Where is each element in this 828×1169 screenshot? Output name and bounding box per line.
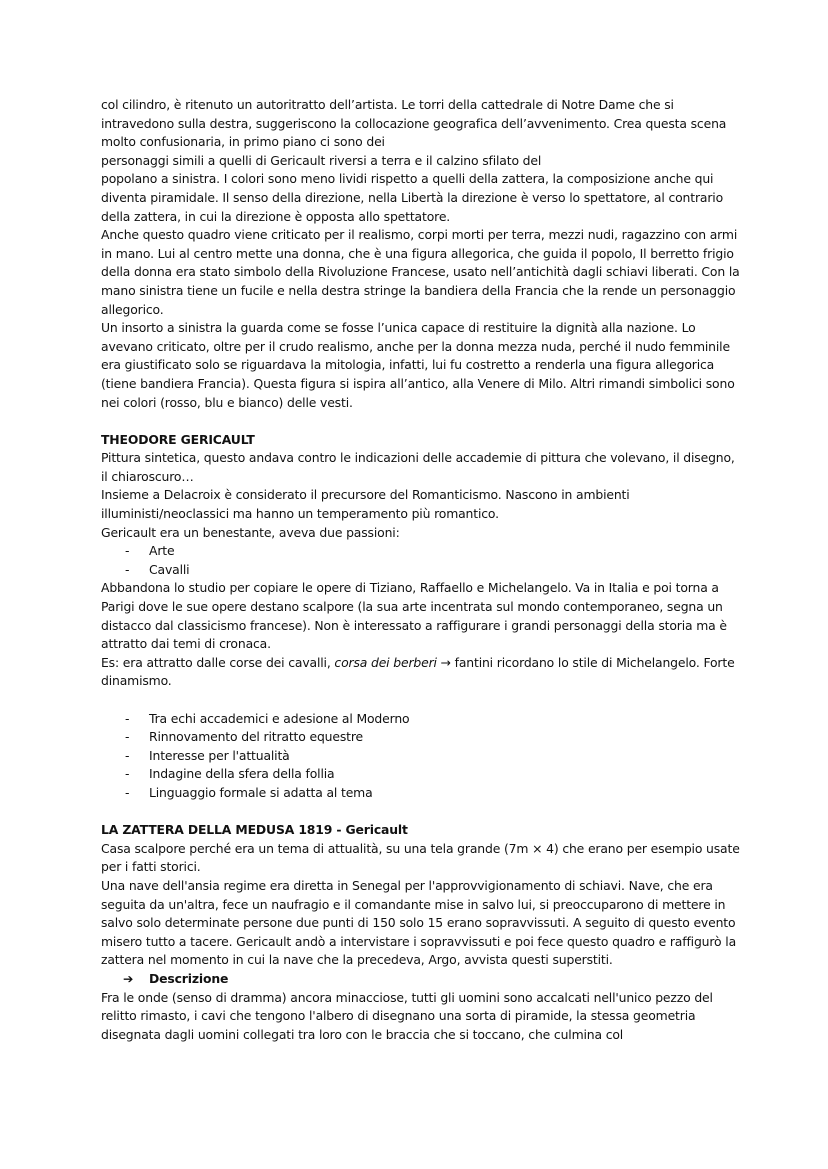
paragraph: Casa scalpore perché era un tema di attualità, su una tela grande (7m × 4) che erano per esempio usate per i fatti storici. (101, 840, 740, 875)
list-item: - Rinnovamento del ritratto equestre (101, 728, 741, 747)
example-text: → fantini ricordano lo stile di Michelangelo. Forte dinamismo. (101, 654, 735, 689)
arrow-icon: ➔ (123, 970, 134, 986)
paragraph: Anche questo quadro viene criticato per il realismo, corpi morti per terra, mezzi nudi, ragazzino con armi in mano. Lui al centro mette una donna, che è una figura allegorica, che guida il popolo, Il berretto frigio della donna era stato simbolo della Rivoluzione Francese, usato nell’antichità dagli schiavi liberati. Con la mano sinistra tiene un fucile e nella destra stringe la bandiera della Francia che la rende un personaggio allegorico. (101, 227, 740, 317)
example-text: Es: era attratto dalle corse dei cavalli, (101, 654, 335, 670)
paragraph: Pittura sintetica, questo andava contro le indicazioni delle accademie di pittura che volevano, il disegno, il chiaroscuro… (101, 450, 735, 484)
paragraph: Abbandona lo studio per copiare le opere di Tiziano, Raffaello e Michelangelo. Va in Italia e poi torna a Parigi dove le sue opere destano scalpore (la sua arte incentrata sul mondo contemporaneo, segna un distacco dal classicismo francese). Non è interessato a raffigurare i grandi personaggi della storia ma è attratto dai temi di cronaca. (101, 580, 727, 652)
list-item: - Indagine della sfera della follia (101, 765, 741, 784)
paragraph: Un insorto a sinistra la guarda come se fosse l’unica capace di restituire la dignità alla nazione. Lo avevano criticato, oltre per il crudo realismo, anche per la donna mezza nuda, perché il nudo femminile era giustificato solo se riguardava la mitologia, infatti, lui fu costretto a renderla una figura allegorica (tiene bandiera Francia). Questa figura si ispira all’antico, alla Venere di Milo. Altri rimandi simbolici sono nei colori (rosso, blu e bianco) delle vesti. (101, 320, 735, 410)
spacer (101, 691, 741, 710)
subheading-label: Descrizione (149, 970, 229, 986)
paragraph: Insieme a Delacroix è considerato il precursore del Romanticismo. Nascono in ambienti illuministi/neoclassici ma hanno un temperamento più romantico. (101, 487, 630, 522)
paragraph: Fra le onde (senso di dramma) ancora minacciose, tutti gli uomini sono accalcati nell'unico pezzo del relitto rimasto, i cavi che tengono l'albero di disegnano una sorta di piramide, la stessa geometria disegnata dagli uomini collegati tra loro con le braccia che si toccano, che culmina col (101, 989, 713, 1042)
list-item: - Interesse per l'attualità (101, 747, 741, 766)
section-heading-zattera: LA ZATTERA DELLA MEDUSA 1819 - Gericault (101, 822, 408, 838)
paragraph: popolano a sinistra. I colori sono meno lividi rispetto a quelli della zattera, la composizione anche qui diventa piramidale. Il senso della direzione, nella Libertà la direzione è verso lo spettatore, al contrario della zattera, in cui la direzione è opposta allo spettatore. (101, 171, 724, 224)
spacer (101, 412, 741, 431)
paragraph: personaggi simili a quelli di Gericault riversi a terra e il calzino sfilato del (101, 152, 542, 168)
spacer (101, 803, 741, 822)
list-item: - Linguaggio formale si adatta al tema (101, 784, 741, 803)
themes-list (101, 710, 741, 803)
example-paragraph (101, 654, 741, 691)
paragraph: Una nave dell'ansia regime era diretta in Senegal per l'approvvigionamento di schiavi. Nave, che era seguita da un'altra, fece un naufragio e il comandante mise in salvo lui, si preoccuparono di mettere in salvo solo determinate persone due punti di 150 solo 15 erano sopravvissuti. A seguito di questo evento misero tutto a tacere. Gericault andò a intervistare i sopravvissuti e poi fece questo quadro e raffigurò la zattera nel momento in cui la nave che la precedeva, Argo, avvista questi superstiti. (101, 877, 737, 968)
list-item: - Arte (101, 542, 741, 561)
example-italic: corsa dei berberi (334, 654, 437, 670)
list-item: - Tra echi accademici e adesione al Moderno (101, 710, 741, 729)
subheading-descrizione (101, 970, 741, 989)
paragraph: col cilindro, è ritenuto un autoritratto dell’artista. Le torri della cattedrale di Notre Dame che si intravedono sulla destra, suggeriscono la collocazione geografica dell’avvenimento. Crea questa scena molto confusionaria, in primo piano ci sono dei (101, 97, 727, 150)
paragraph: Gericault era un benestante, aveva due passioni: (101, 524, 400, 540)
section-heading-gericault: THEODORE GERICAULT (101, 431, 255, 447)
passions-list (101, 542, 741, 579)
list-item: - Cavalli (101, 561, 741, 580)
page-content (101, 96, 741, 1044)
